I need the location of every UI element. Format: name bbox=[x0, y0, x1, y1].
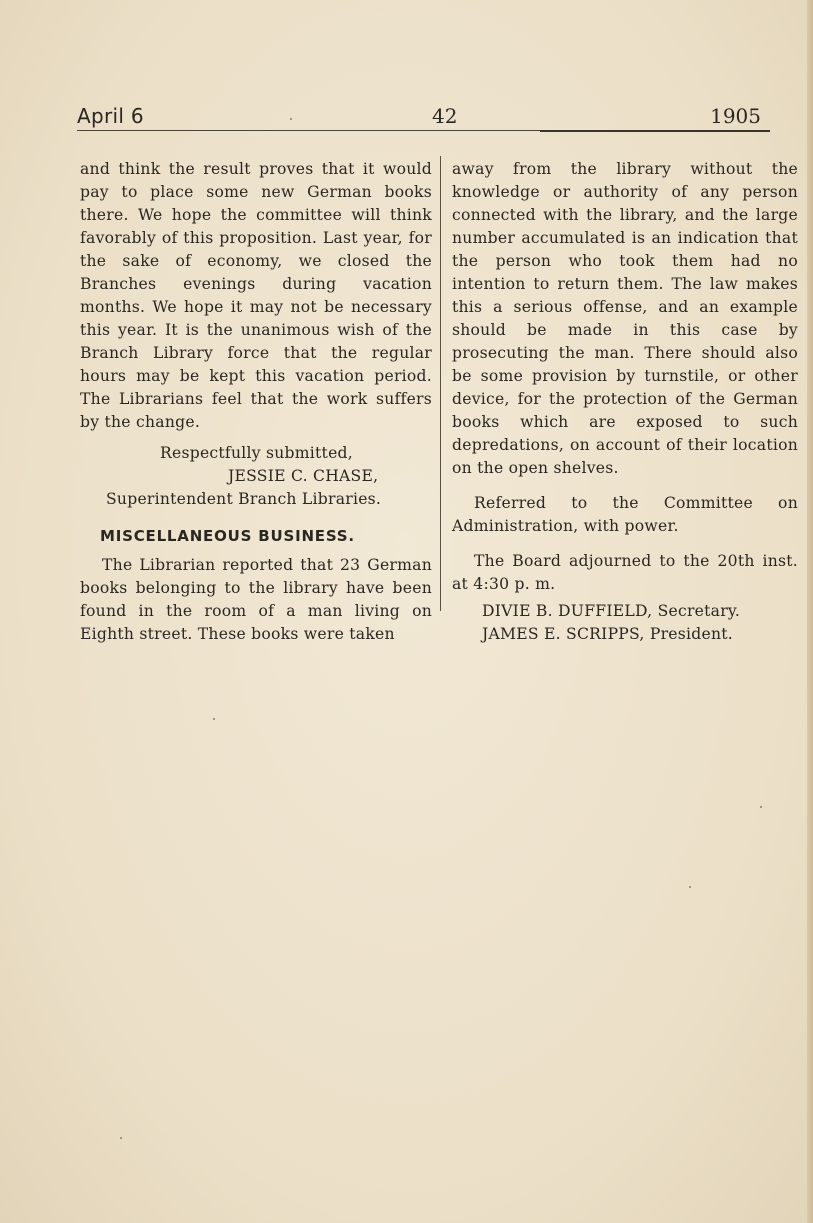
librarian-report-paragraph: The Librarian reported that 23 German books belonging to the library have been found in the room of a man living on Eighth street. These books were taken bbox=[80, 556, 432, 643]
page-edge bbox=[807, 0, 813, 1223]
president-signature: JAMES E. SCRIPPS, President. bbox=[482, 625, 733, 643]
right-column bbox=[452, 158, 798, 646]
secretary-signature: DIVIE B. DUFFIELD, Secretary. bbox=[482, 602, 741, 620]
page-number: 42 bbox=[432, 104, 458, 128]
branch-report-paragraph: and think the result proves that it would pay to place some new German books there. We hope the committee will think favorably of this proposition. Last year, for the sake of economy, we closed the Branches evenings during vacation months. We hope it may not be necessary this year. It is the unanimous wish of the Branch Library force that the regular hours may be kept this vacation period. The Librarians feel that the work suffers by the change. bbox=[80, 160, 432, 431]
signer-title: Superintendent Branch Libraries. bbox=[106, 490, 382, 508]
paper-speck bbox=[689, 886, 691, 888]
paper-speck bbox=[760, 806, 762, 808]
left-column bbox=[80, 158, 432, 646]
continued-paragraph: away from the library without the knowledge or authority of any person connected with the library, and the large number accumulated is an indication that the person who took them had no intention to return them. The law makes this a serious offense, and an example should be made in this case by prosecuting the man. There should also be some provision by turnstile, or other device, for the protection of the German books which are exposed to such depredations, on account of their location on the open shelves. bbox=[452, 160, 798, 477]
paper-speck bbox=[213, 718, 215, 720]
adjournment-paragraph: The Board adjourned to the 20th inst. at 4:30 p. m. bbox=[452, 552, 798, 593]
header-date: April 6 bbox=[77, 104, 144, 128]
header-rule-heavy bbox=[540, 130, 770, 132]
paper-speck bbox=[290, 118, 292, 120]
referral-paragraph: Referred to the Committee on Administration, with power. bbox=[452, 494, 798, 535]
column-divider bbox=[440, 156, 441, 611]
signer-name: JESSIE C. CHASE, bbox=[228, 467, 379, 485]
paper-speck bbox=[120, 1137, 122, 1139]
header-year: 1905 bbox=[710, 104, 761, 128]
section-heading: MISCELLANEOUS BUSINESS. bbox=[100, 527, 355, 545]
closing-line: Respectfully submitted, bbox=[160, 444, 353, 462]
